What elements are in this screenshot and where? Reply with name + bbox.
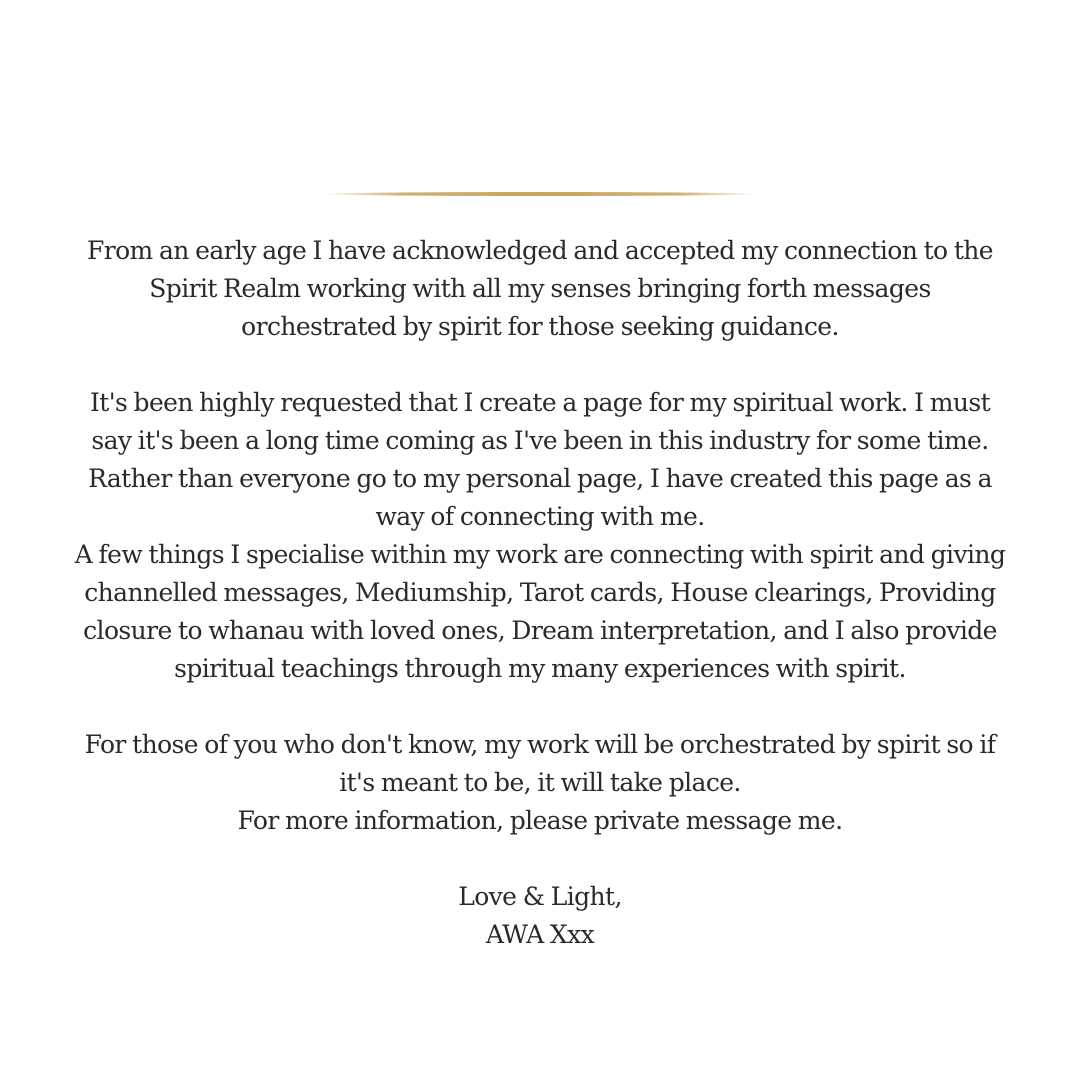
contact-paragraph: For more information, please private message me.	[237, 806, 843, 835]
paragraph-spacer	[70, 346, 1010, 384]
paragraph-spacer	[70, 688, 1010, 726]
signoff-closing: Love & Light,	[458, 882, 622, 911]
intro-paragraph: From an early age I have acknowledged and accepted my connection to the Spirit Realm working with all my senses bringing forth messages orchestrated by spirit for those seeking guidance.	[87, 236, 993, 341]
orchestrated-paragraph: For those of you who don't know, my work will be orchestrated by spirit so if it's meant to be, it will take place.	[84, 730, 996, 797]
specialties-paragraph: A few things I specialise within my work are connecting with spirit and giving channelled messages, Mediumship, Tarot cards, House clearings, Providing closure to whanau with loved ones, Dream interpretation, and I also provide spiritual teachings through my many experiences with spirit.	[74, 540, 1006, 683]
gold-divider	[322, 192, 758, 196]
request-paragraph: It's been highly requested that I create a page for my spiritual work. I must say it's been a long time coming as I've been in this industry for some time. Rather than everyone go to my personal page, I have created this page as a way of connecting with me.	[88, 388, 992, 531]
paragraph-spacer	[70, 840, 1010, 878]
message-body	[70, 232, 1010, 954]
signoff-name: AWA Xxx	[485, 920, 595, 949]
